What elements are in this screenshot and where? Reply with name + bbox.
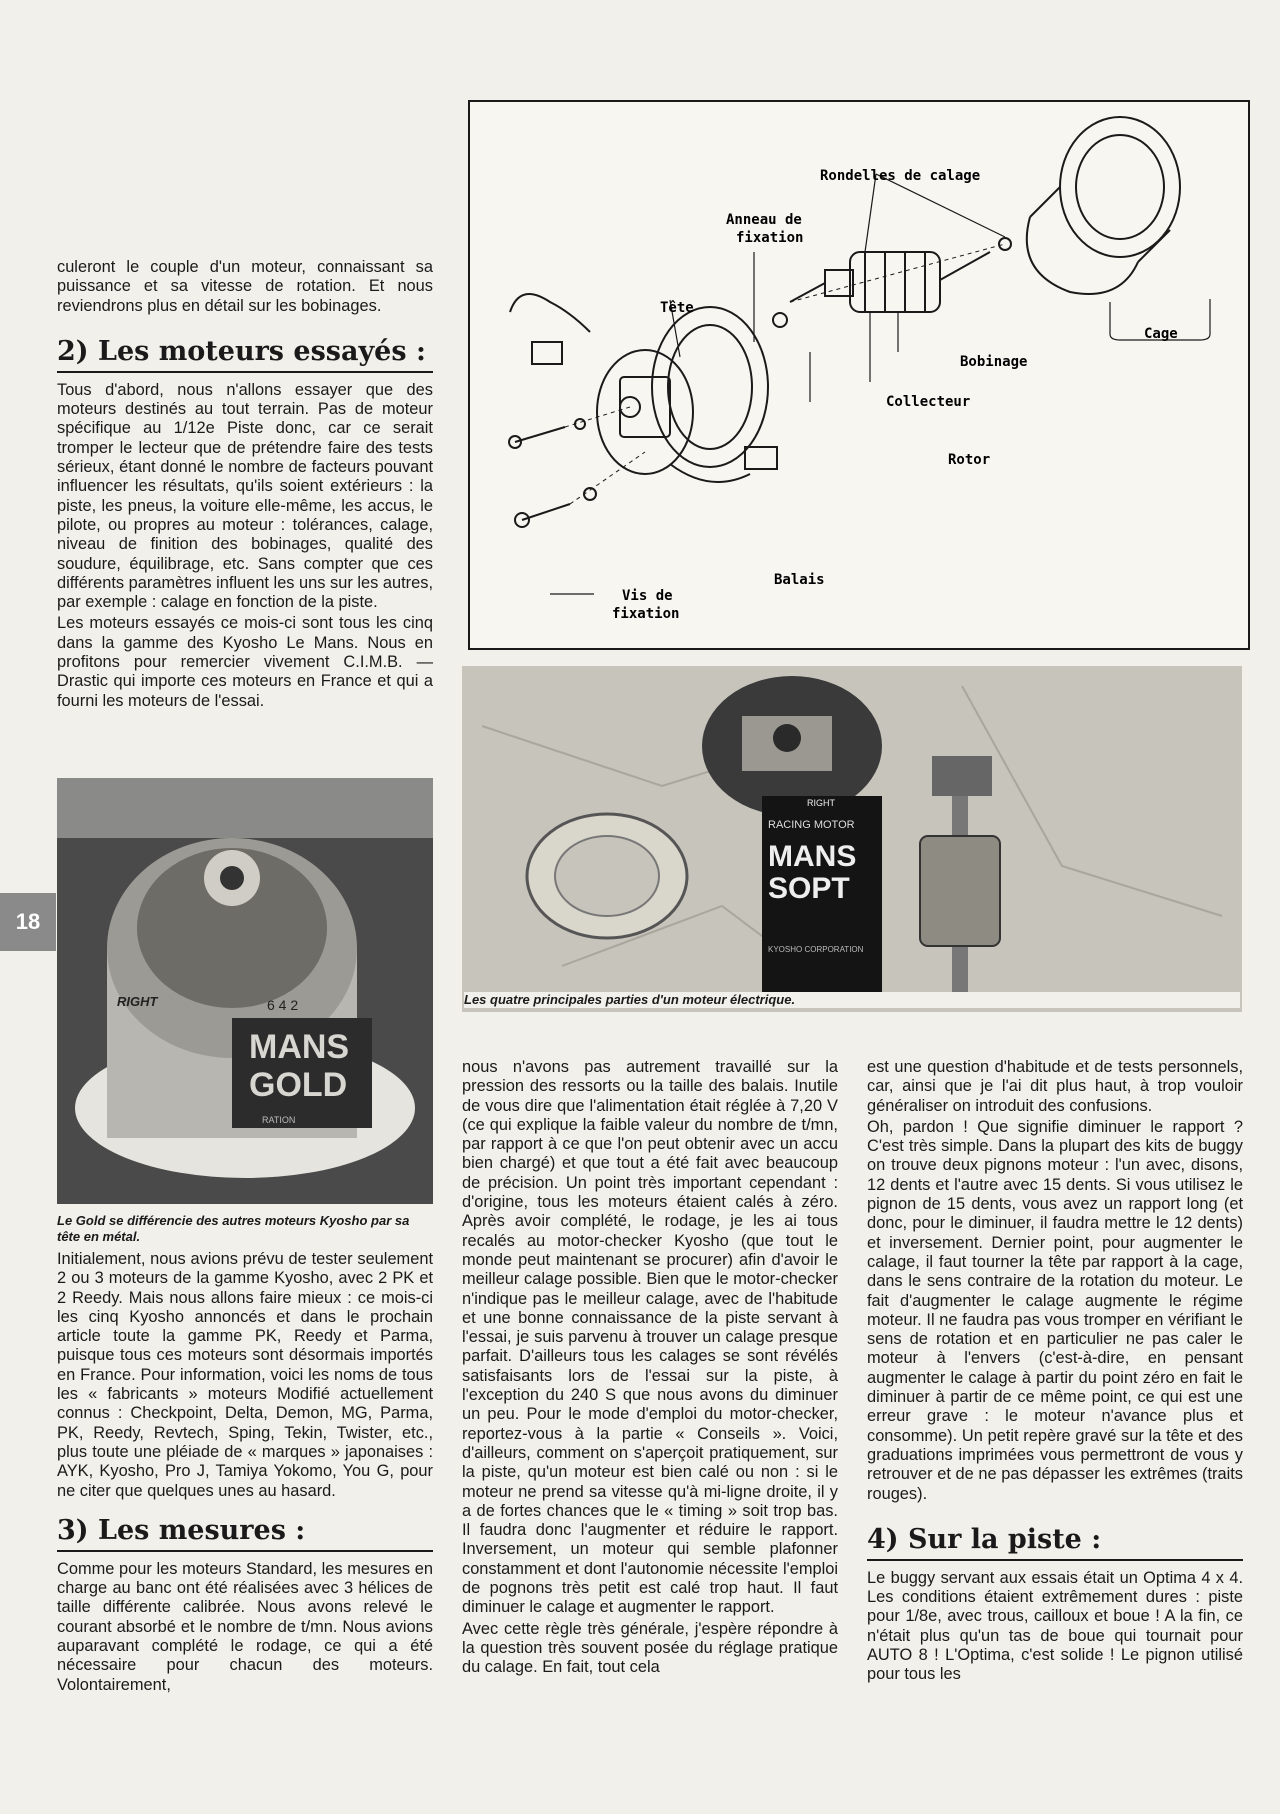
paragraph: Le buggy servant aux essais était un Optima 4 x 4. Les conditions étaient extrêmement dures : piste pour 1/8e, avec trous, cailloux et boue ! A la fin, ce n'était plus qu'un tas de boue qui tournait pour AUTO 8 ! L'Optima, c'est solide ! Le pignon utilisé pour tous les <box>867 1568 1243 1684</box>
can-maker-text: KYOSHO CORPORATION <box>768 945 864 954</box>
can-model-text-1: MANS <box>768 840 857 873</box>
motor-parts-image <box>462 666 1242 1012</box>
gold-can-model-2: GOLD <box>249 1066 348 1104</box>
label-anneau-1: Anneau de <box>726 212 802 228</box>
section-heading-2: 2) Les moteurs essayés : <box>57 336 433 373</box>
left-column-top <box>57 258 433 713</box>
label-vis-1: Vis de <box>622 588 673 604</box>
exploded-motor-diagram <box>468 100 1250 650</box>
gold-can-right: RIGHT <box>117 994 158 1009</box>
page-number: 18 <box>15 909 41 934</box>
gold-can-scale: 6 4 2 <box>267 997 299 1013</box>
paragraph: Comme pour les moteurs Standard, les mesures en charge au banc ont été réalisées avec 3 hélices de taille différente calibrée. Nous avons relevé le courant absorbé et le nombre de t/mn. Nous avions auparavant complété le rodage, ce qui a été nécessaire pour chacun des moteurs. Volontairement, <box>57 1559 433 1694</box>
page-number-tab <box>0 893 56 951</box>
label-vis-2: fixation <box>612 606 680 622</box>
left-column-bottom <box>57 1250 433 1697</box>
paragraph: culeront le couple d'un moteur, connaissant sa puissance et sa vitesse de rotation. Et nous reviendrons plus en détail sur les bobinages. <box>57 258 433 315</box>
paragraph: nous n'avons pas autrement travaillé sur la pression des ressorts ou la taille des balais. Inutile de vous dire que l'alimentation était réglée à 7,20 V (ce qui explique la faible valeur du nombre de t/mn, par rapport à ce que l'on peut obtenir avec un accu bien chargé) et que tout a été fait avec beaucoup de précision. Un point très important cependant : d'origine, tous les moteurs étaient calés à zéro. Après avoir complété, le rodage, je les ai tous recalés au motor-checker Kyosho (que tout le monde peut maintenant se procurer) afin d'avoir le meilleur calage possible. Bien que le motor-checker n'indique pas le meilleur calage, avec de l'habitude et une bonne connaissance de la piste servant à l'essai, je suis parvenu à trouver un calage presque parfait. D'ailleurs tous les calages se sont révélés satisfaisants lors de l'essai sur la piste, à l'exception du 240 S que nous avons du diminuer un peu. Pour le mode d'emploi du motor-checker, reportez-vous à la partie « Conseils ». Voici, d'ailleurs, comment on s'aperçoit pratiquement, sur la piste, qu'un moteur est bien calé ou non : si le moteur ne prend sa vitesse qu'à mi-ligne droite, il y a de fortes chances que le « timing » soit trop bas. Il faudra donc l'augmenter et réduire le rapport. Inversement, un moteur qui semble plafonner constamment et dont l'autonomie nécessite l'emploi de pognons très petit est calé trop haut. Il faut diminuer le calage et augmenter le rapport. <box>462 1058 838 1617</box>
photo-motor-parts <box>462 666 1242 1012</box>
gold-can-maker: RATION <box>262 1115 296 1125</box>
paragraph: Les moteurs essayés ce mois-ci sont tous les cinq dans la gamme des Kyosho Le Mans. Nous en profitons pour remercier vivement C.I.M.B. — Drastic qui importe ces moteurs en France et qui a fourni les moteurs de l'essai. <box>57 614 433 710</box>
paragraph: Initialement, nous avions prévu de tester seulement 2 ou 3 moteurs de la gamme Kyosho, avec 2 PK et 2 Reedy. Mais nous allons faire mieux : ce mois-ci les cinq Kyosho annoncés et dans le prochain article toute la gamme PK, Reedy et Parma, puisque tous ces moteurs sont désormais importés en France. Pour information, voici les noms de tous les « fabricants » moteurs Modifié actuellement connus : Checkpoint, Delta, Demon, MG, Parma, PK, Reedy, Revtech, Sping, Tekin, Twister, etc., plus toute une pléiade de « marques » japonaises : AYK, Kyosho, Pro J, Tamiya Yokomo, You G, pour ne citer que quelques unes au hasard. <box>57 1250 433 1500</box>
label-balais: Balais <box>774 572 825 588</box>
can-brand-text: RACING MOTOR <box>768 819 855 831</box>
label-tete: Tête <box>660 300 694 316</box>
label-collecteur: Collecteur <box>886 394 971 410</box>
label-bobinage: Bobinage <box>960 354 1028 370</box>
paragraph: Avec cette règle très générale, j'espère répondre à la question très souvent posée du réglage pratique du calage. En fait, tout cela <box>462 1619 838 1677</box>
section-heading-4: 4) Sur la piste : <box>867 1524 1243 1561</box>
gold-photo-caption: Le Gold se différencie des autres moteurs Kyosho par sa tête en métal. <box>57 1213 410 1244</box>
paragraph: est une question d'habitude et de tests personnels, car, ainsi que je l'ai dit plus haut, à trop vouloir généraliser on introduit des confusions. <box>867 1058 1243 1115</box>
section-heading-3: 3) Les mesures : <box>57 1515 433 1552</box>
label-cage: Cage <box>1144 326 1178 342</box>
gold-motor-image <box>57 778 433 1204</box>
right-column <box>867 1058 1243 1687</box>
motor-drawing <box>470 102 1248 648</box>
can-model-text-2: SOPT <box>768 872 850 905</box>
label-rotor: Rotor <box>948 452 991 468</box>
paragraph: Tous d'abord, nous n'allons essayer que des moteurs destinés au tout terrain. Pas de moteur spécifique au 1/12e Piste donc, car ce serait tromper le lecteur que de prétendre faire des tests sérieux, étant donné le nombre de facteurs pouvant influencer les résultats, qu'ils soient extérieurs : la piste, les pneus, la voiture elle-même, les accus, le pilote, ou propres au moteur : tolérances, calage, niveau de finition des bobinages, qualité des soudure, équilibrage, etc. Sans compter que ces différents paramètres influent les uns sur les autres, par exemple : calage en fonction de la piste. <box>57 380 433 612</box>
can-right-text: RIGHT <box>807 798 835 808</box>
label-rondelles: Rondelles de calage <box>820 168 981 184</box>
label-anneau-2: fixation <box>736 230 804 246</box>
gold-can-model-1: MANS <box>249 1028 350 1066</box>
photo-gold-motor <box>57 778 433 1204</box>
middle-column <box>462 1058 838 1680</box>
photo-caption: Les quatre principales parties d'un moteur électrique. <box>464 992 1240 1008</box>
paragraph: Oh, pardon ! Que signifie diminuer le rapport ? C'est très simple. Dans la plupart des kits de buggy on trouve deux pignons moteur : l'un avec, disons, 12 dents et l'autre avec 15 dents. Si vous utilisez le pignon de 15 dents, vous avez un rapport long (et donc, pour le diminuer, il faudra mettre le 12 dents) et inversement. Dernier point, pour augmenter le calage, il faut tourner la tête par rapport à la cage, dans le sens contraire de la rotation du moteur. Le fait d'augmenter le calage augmente le régime moteur. Il ne faudra pas vous tromper en vérifiant le sens de rotation et en particulier ne pas caler le moteur à l'envers (c'est-à-dire, en pensant augmenter le calage à partir du point zéro en fait le diminuer à partir de ce même point, ce qui est une erreur grave : le moteur n'avance plus et consomme). Un petit repère gravé sur la tête et des graduations imprimées vous permettront de vous y retrouver et de ne pas dépasser les extrêmes (traits rouges). <box>867 1117 1243 1503</box>
